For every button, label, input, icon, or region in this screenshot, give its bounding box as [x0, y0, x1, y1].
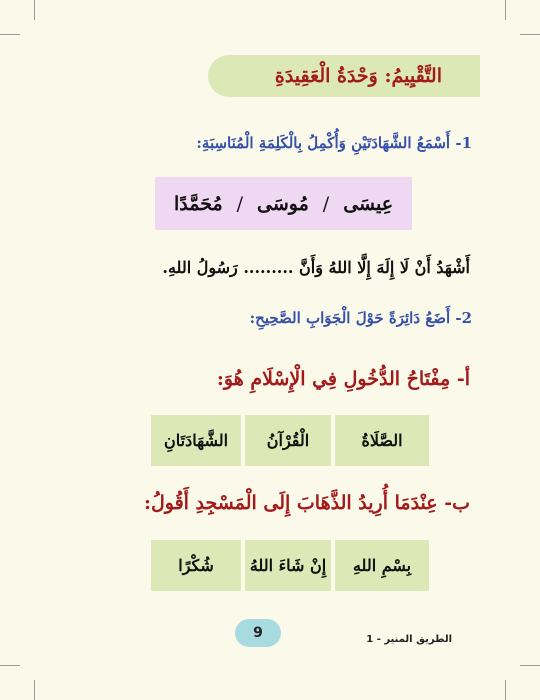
page-number: 9	[235, 619, 281, 647]
answer-option-a3[interactable]: الشَّهَادَتَانِ	[151, 415, 241, 466]
crop-mark	[34, 680, 35, 700]
crop-mark	[505, 0, 506, 20]
page-title: التَّقْيِيمُ: وَحْدَةُ الْعَقِيدَةِ	[274, 65, 442, 87]
crop-mark	[0, 34, 20, 35]
crop-mark	[0, 665, 20, 666]
word-bank	[155, 177, 412, 230]
crop-mark	[505, 680, 506, 700]
answer-option-a1[interactable]: الصَّلَاةُ	[335, 415, 429, 466]
word-separator: /	[322, 192, 330, 215]
fill-in-sentence: أَشْهَدُ أَنْ لَا إِلَهَ إِلَّا اللهُ وَأَنَّ ......... رَسُولُ اللهِ.	[162, 258, 470, 277]
book-title-footer: الطريق المنير - 1	[366, 634, 452, 645]
word-separator: /	[236, 192, 244, 215]
answer-option-b2[interactable]: إِنْ شَاءَ اللهُ	[245, 540, 331, 591]
crop-mark	[520, 34, 540, 35]
exercise-1-instruction: 1- أَسْمَعُ الشَّهَادَتَيْنِ وَأُكْمِلُ بِالْكَلِمَةِ الْمُنَاسِبَةِ:	[196, 134, 472, 152]
word-option[interactable]: مُحَمَّدًا	[173, 192, 223, 215]
answer-option-a2[interactable]: الْقُرْآنُ	[245, 415, 331, 466]
page-title-banner	[208, 55, 480, 97]
question-a-prompt: أ- مِفْتَاحُ الدُّخُولِ فِي الْإِسْلَامِ هُوَ:	[216, 368, 470, 390]
question-b-prompt: ب- عِنْدَمَا أُرِيدُ الذَّهَابَ إِلَى الْمَسْجِدِ أَقُولُ:	[143, 492, 470, 514]
answer-option-b1[interactable]: بِسْمِ اللهِ	[335, 540, 429, 591]
word-option[interactable]: عِيسَى	[343, 192, 394, 215]
word-option[interactable]: مُوسَى	[257, 192, 309, 215]
exercise-2-instruction: 2- أَضَعُ دَائِرَةً حَوْلَ الْجَوَابِ الصَّحِيحِ:	[249, 309, 472, 327]
answer-option-b3[interactable]: شُكْرًا	[151, 540, 241, 591]
crop-mark	[34, 0, 35, 20]
crop-mark	[520, 665, 540, 666]
